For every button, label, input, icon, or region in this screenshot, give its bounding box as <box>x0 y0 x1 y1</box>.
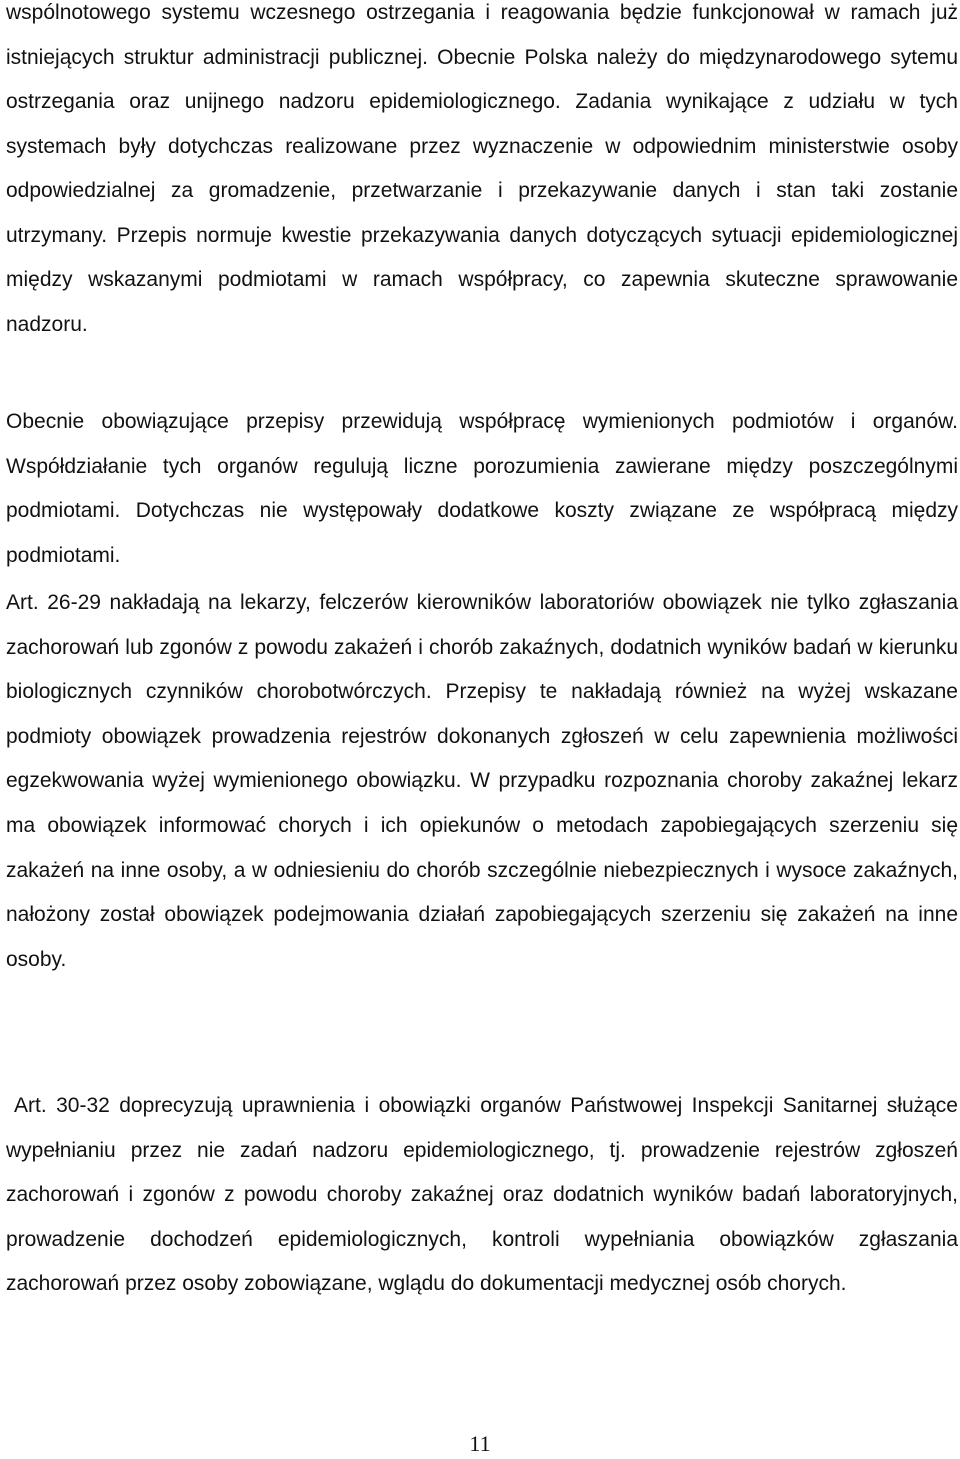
body-paragraph-1: wspólnotowego systemu wczesnego ostrzegania i reagowania będzie funkcjonował w ramach już istniejących struktur administracji publicznej. Obecnie Polska należy do międzynarodowego sytemu ostrzegania oraz unijnego nadzoru epidemiologicznego. Zadania wynikające z udziału w tych systemach były dotychczas realizowane przez wyznaczenie w odpowiednim ministerstwie osoby odpowiedzialnej za gromadzenie, przetwarzanie i przekazywanie danych i stan taki zostanie utrzymany. Przepis normuje kwestie przekazywania danych dotyczących sytuacji epidemiologicznej między wskazanymi podmiotami w ramach współpracy, co zapewnia skuteczne sprawowanie nadzoru. <box>6 1 958 336</box>
body-paragraph-2: Obecnie obowiązujące przepisy przewidują współpracę wymienionych podmiotów i organów. Współdziałanie tych organów regulują liczne porozumienia zawierane między poszczególnymi podmiotami. Dotychczas nie występowały dodatkowe koszty związane ze współpracą między podmiotami. <box>6 410 958 567</box>
page-number: 11 <box>469 1431 491 1456</box>
body-paragraph-3: Art. 26-29 nakładają na lekarzy, felczerów kierowników laboratoriów obowiązek nie tylko zgłaszania zachorowań lub zgonów z powodu zakażeń i chorób zakaźnych, dodatnich wyników badań w kierunku biologicznych czynników chorobotwórczych. Przepisy te nakładają również na wyżej wskazane podmioty obowiązek prowadzenia rejestrów dokonanych zgłoszeń w celu zapewnienia możliwości egzekwowania wyżej wymienionego obowiązku. W przypadku rozpoznania choroby zakaźnej lekarz ma obowiązek informować chorych i ich opiekunów o metodach zapobiegających szerzeniu się zakażeń na inne osoby, a w odniesieniu do chorób szczególnie niebezpiecznych i wysoce zakaźnych, nałożony został obowiązek podejmowania działań zapobiegających szerzeniu się zakażeń na inne osoby. <box>6 591 958 971</box>
body-paragraph-4: Art. 30-32 doprecyzują uprawnienia i obowiązki organów Państwowej Inspekcji Sanitarnej służące wypełnianiu przez nie zadań nadzoru epidemiologicznego, tj. prowadzenie rejestrów zgłoszeń zachorowań i zgonów z powodu choroby zakaźnej oraz dodatnich wyników badań laboratoryjnych, prowadzenie dochodzeń epidemiologicznych, kontroli wypełniania obowiązków zgłaszania zachorowań przez osoby zobowiązane, wglądu do dokumentacji medycznej osób chorych. <box>6 1094 958 1296</box>
